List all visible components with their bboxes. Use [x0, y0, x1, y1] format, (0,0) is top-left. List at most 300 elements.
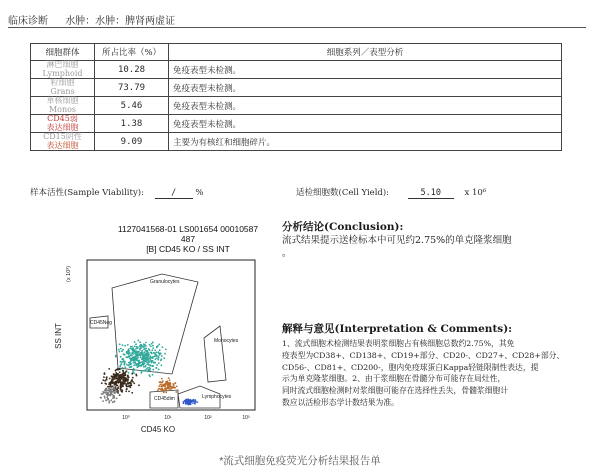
nucleated-event	[127, 375, 129, 377]
interpretation-line: 1、流式细胞术检测结果表明浆细胞占有核细胞总数约2.75%，其免	[282, 339, 515, 348]
lymphocyte-event	[185, 403, 187, 405]
population-name-cn: CD15阴性	[43, 132, 82, 141]
nucleated-event	[128, 385, 130, 387]
granulocyte-event	[131, 354, 133, 356]
granulocyte-event	[120, 348, 122, 350]
population-analysis: 免疫表型未检测。	[169, 97, 562, 115]
debris-event	[106, 388, 108, 390]
granulocyte-event	[158, 369, 160, 371]
population-name-en: Grans	[50, 86, 75, 96]
nucleated-event	[116, 374, 118, 376]
granulocyte-event	[141, 351, 143, 353]
granulocyte-event	[156, 352, 158, 354]
monocyte-event	[172, 383, 174, 385]
nucleated-event	[119, 385, 121, 387]
interpretation-line: CD56-、CD81+、CD200-，胞内免疫球蛋白Kappa轻链限制性表达，提	[282, 362, 539, 372]
granulocyte-event	[152, 356, 154, 358]
population-percent: 10.28	[95, 61, 169, 79]
granulocyte-event	[128, 355, 130, 357]
nucleated-event	[121, 390, 123, 392]
population-name	[31, 133, 95, 151]
nucleated-event	[120, 389, 122, 391]
granulocyte-event	[147, 355, 149, 357]
granulocyte-event	[161, 355, 163, 357]
nucleated-event	[106, 377, 108, 379]
debris-event	[108, 402, 110, 404]
granulocyte-event	[146, 350, 148, 352]
granulocyte-event	[148, 361, 150, 363]
nucleated-event	[122, 385, 124, 387]
table-row	[31, 115, 562, 133]
granulocyte-event	[134, 346, 136, 348]
header-divider	[8, 27, 586, 28]
nucleated-event	[105, 379, 107, 381]
granulocyte-event	[143, 349, 145, 351]
granulocyte-event	[144, 363, 146, 365]
nucleated-event	[104, 373, 106, 375]
debris-event	[105, 400, 107, 402]
diagnosis-header	[8, 12, 175, 27]
debris-event	[110, 399, 112, 401]
nucleated-event	[114, 384, 116, 386]
debris-event	[106, 390, 108, 392]
granulocyte-event	[142, 362, 144, 364]
monocyte-event	[169, 389, 171, 391]
nucleated-event	[131, 379, 133, 381]
nucleated-event	[124, 376, 126, 378]
population-name-cn: CD45弱	[47, 114, 78, 123]
table-row	[31, 97, 562, 115]
population-analysis: 免疫表型未检测。	[169, 79, 562, 97]
nucleated-event	[126, 386, 128, 388]
granulocyte-event	[164, 353, 166, 355]
granulocyte-event	[127, 351, 129, 353]
granulocyte-event	[150, 365, 152, 367]
monocyte-event	[157, 389, 159, 391]
granulocyte-event	[150, 359, 152, 361]
figure-caption: *流式细胞免疫荧光分析结果报告单	[219, 455, 381, 467]
granulocyte-event	[119, 351, 121, 353]
granulocyte-event	[133, 364, 135, 366]
granulocyte-event	[151, 361, 153, 363]
granulocyte-event	[137, 357, 139, 359]
monocyte-event	[165, 383, 167, 385]
debris-event	[110, 392, 112, 394]
granulocyte-event	[152, 347, 154, 349]
granulocyte-event	[137, 340, 139, 342]
nucleated-event	[121, 378, 123, 380]
nucleated-event	[131, 373, 133, 375]
lymphocyte-event	[183, 402, 185, 404]
population-name-en: Lymphoid	[42, 68, 83, 78]
nucleated-event	[131, 392, 133, 394]
granulocyte-event	[157, 345, 159, 347]
nucleated-event	[132, 377, 134, 379]
nucleated-event	[124, 383, 126, 385]
nucleated-event	[121, 383, 123, 385]
monocyte-event	[165, 389, 167, 391]
nucleated-event	[108, 368, 110, 370]
nucleated-event	[119, 374, 121, 376]
monocyte-event	[170, 383, 172, 385]
granulocyte-event	[143, 352, 145, 354]
plot-id-line2: 487	[180, 234, 196, 244]
granulocyte-event	[140, 357, 142, 359]
granulocyte-event	[145, 365, 147, 367]
granulocyte-event	[122, 349, 124, 351]
granulocyte-event	[142, 364, 144, 366]
gate-label-monocytes: Monocytes	[214, 338, 239, 344]
nucleated-event	[126, 383, 128, 385]
debris-event	[104, 389, 106, 391]
nucleated-event	[123, 380, 125, 382]
nucleated-event	[130, 382, 132, 384]
debris-event	[107, 394, 109, 396]
nucleated-event	[122, 370, 124, 372]
granulocyte-event	[148, 364, 150, 366]
granulocyte-event	[122, 367, 124, 369]
granulocyte-event	[155, 358, 157, 360]
y-axis-label: SS INT	[54, 323, 63, 349]
granulocyte-event	[154, 362, 156, 364]
debris-event	[110, 387, 112, 389]
granulocyte-event	[138, 360, 140, 362]
monocyte-event	[169, 379, 171, 381]
granulocyte-event	[119, 366, 121, 368]
granulocyte-event	[135, 343, 137, 345]
monocyte-event	[161, 378, 163, 380]
granulocyte-event	[157, 356, 159, 358]
interpretation-section	[282, 321, 582, 409]
nucleated-event	[117, 377, 119, 379]
monocyte-event	[162, 380, 164, 382]
table-header-row	[31, 44, 562, 61]
nucleated-event	[102, 379, 104, 381]
monocyte-event	[170, 385, 172, 387]
x-tick: 10²	[204, 415, 212, 421]
granulocyte-event	[156, 364, 158, 366]
conclusion-title: 分析结论(Conclusion):	[282, 221, 404, 233]
nucleated-event	[124, 372, 126, 374]
nucleated-event	[122, 376, 124, 378]
debris-event	[100, 397, 102, 399]
debris-event	[104, 396, 106, 398]
nucleated-event	[111, 382, 113, 384]
lymphocyte-event	[186, 399, 188, 401]
debris-event	[114, 400, 116, 402]
nucleated-event	[101, 382, 103, 384]
column-header-analysis: 细胞系列／表型分析	[169, 44, 562, 61]
granulocyte-event	[149, 369, 151, 371]
granulocyte-event	[123, 359, 125, 361]
nucleated-event	[127, 381, 129, 383]
granulocyte-event	[133, 356, 135, 358]
viability-label: 样本活性(Sample Viability):	[30, 188, 144, 198]
granulocyte-event	[130, 361, 132, 363]
granulocyte-event	[134, 361, 136, 363]
granulocyte-event	[149, 344, 151, 346]
monocyte-event	[171, 386, 173, 388]
flow-cytometry-plot	[50, 256, 265, 436]
granulocyte-event	[131, 351, 133, 353]
monocyte-event	[176, 386, 178, 388]
lymphocyte-event	[192, 402, 194, 404]
debris-event	[116, 398, 118, 400]
granulocyte-event	[133, 372, 135, 374]
granulocyte-event	[133, 349, 135, 351]
granulocyte-event	[139, 362, 141, 364]
granulocyte-event	[158, 362, 160, 364]
granulocyte-event	[135, 348, 137, 350]
nucleated-event	[126, 388, 128, 390]
granulocyte-event	[147, 367, 149, 369]
debris-event	[108, 390, 110, 392]
granulocyte-event	[128, 372, 130, 374]
nucleated-event	[109, 378, 111, 380]
y-axis-unit: (x 10³)	[66, 266, 72, 282]
granulocyte-event	[156, 355, 158, 357]
nucleated-event	[111, 375, 113, 377]
granulocyte-event	[124, 361, 126, 363]
granulocyte-event	[163, 357, 165, 359]
nucleated-event	[136, 375, 138, 377]
nucleated-event	[115, 376, 117, 378]
granulocyte-event	[143, 357, 145, 359]
granulocyte-event	[160, 353, 162, 355]
gate-label-lymphocytes: Lymphocytes	[202, 394, 232, 400]
monocyte-event	[160, 384, 162, 386]
cell-yield-unit: x 10⁶	[464, 188, 487, 198]
granulocyte-event	[148, 348, 150, 350]
nucleated-event	[113, 373, 115, 375]
debris-event	[107, 398, 109, 400]
monocyte-event	[171, 388, 173, 390]
granulocyte-event	[134, 341, 136, 343]
column-header-population: 细胞群体	[31, 44, 95, 61]
granulocyte-event	[152, 365, 154, 367]
nucleated-event	[127, 379, 129, 381]
plot-title: [B] CD45 KO / SS INT	[146, 244, 230, 254]
granulocyte-event	[151, 352, 153, 354]
lymphocyte-event	[195, 399, 197, 401]
granulocyte-event	[133, 353, 135, 355]
granulocyte-event	[136, 359, 138, 361]
interpretation-title: 解释与意见(Interpretation & Comments):	[282, 323, 513, 335]
granulocyte-event	[139, 355, 141, 357]
nucleated-event	[111, 379, 113, 381]
granulocyte-event	[139, 349, 141, 351]
nucleated-event	[118, 382, 120, 384]
monocyte-event	[165, 388, 167, 390]
debris-event	[114, 392, 116, 394]
population-name-cn: 淋巴细胞	[46, 60, 79, 69]
granulocyte-event	[154, 350, 156, 352]
population-name-cn: 粒细胞	[50, 78, 75, 87]
granulocyte-event	[143, 366, 145, 368]
granulocyte-event	[124, 345, 126, 347]
population-name-en: 表达细胞	[46, 122, 79, 132]
granulocyte-event	[140, 353, 142, 355]
granulocyte-event	[154, 352, 156, 354]
granulocyte-event	[147, 358, 149, 360]
granulocyte-event	[120, 363, 122, 365]
population-analysis: 免疫表型未检测。	[169, 115, 562, 133]
granulocyte-event	[165, 349, 167, 351]
cell-population-table	[30, 43, 562, 151]
x-tick: 10⁰	[122, 415, 130, 421]
nucleated-event	[125, 390, 127, 392]
granulocyte-event	[152, 345, 154, 347]
viability-unit: %	[195, 188, 204, 198]
table-row	[31, 133, 562, 151]
granulocyte-event	[160, 360, 162, 362]
population-name-en: 表达细胞	[46, 140, 79, 150]
monocyte-event	[161, 388, 163, 390]
nucleated-event	[125, 374, 127, 376]
granulocyte-event	[151, 349, 153, 351]
granulocyte-event	[156, 347, 158, 349]
granulocyte-event	[143, 345, 145, 347]
granulocyte-event	[115, 356, 117, 358]
granulocyte-event	[131, 359, 133, 361]
x-axis-label: CD45 KO	[140, 425, 176, 434]
monocyte-event	[175, 382, 177, 384]
population-analysis: 主要为有核红和细胞碎片。	[169, 133, 562, 151]
granulocyte-event	[142, 354, 144, 356]
granulocyte-event	[135, 354, 137, 356]
monocyte-event	[167, 380, 169, 382]
population-analysis: 免疫表型未检测。	[169, 61, 562, 79]
granulocyte-event	[147, 362, 149, 364]
nucleated-event	[119, 394, 121, 396]
granulocyte-event	[122, 344, 124, 346]
lymphocyte-event	[185, 401, 187, 403]
debris-event	[109, 400, 111, 402]
granulocyte-event	[156, 371, 158, 373]
cell-yield-field	[296, 186, 486, 199]
debris-event	[111, 389, 113, 391]
nucleated-event	[118, 368, 120, 370]
debris-event	[112, 397, 114, 399]
monocyte-event	[159, 381, 161, 383]
table-row	[31, 61, 562, 79]
monocyte-event	[165, 392, 167, 394]
monocyte-event	[168, 377, 170, 379]
monocyte-event	[167, 387, 169, 389]
plot-sample-id	[82, 224, 294, 254]
viability-field	[30, 186, 203, 199]
granulocyte-event	[158, 344, 160, 346]
nucleated-event	[109, 382, 111, 384]
nucleated-event	[119, 371, 121, 373]
granulocyte-event	[129, 352, 131, 354]
nucleated-event	[115, 369, 117, 371]
granulocyte-event	[144, 360, 146, 362]
granulocyte-event	[138, 352, 140, 354]
granulocyte-event	[139, 341, 141, 343]
debris-event	[114, 389, 116, 391]
nucleated-event	[126, 370, 128, 372]
granulocyte-event	[124, 354, 126, 356]
lymphocyte-event	[189, 400, 191, 402]
lymphocyte-event	[196, 401, 198, 403]
gate-label-granulocytes: Granulocytes	[150, 279, 180, 285]
monocyte-event	[158, 385, 160, 387]
nucleated-event	[128, 391, 130, 393]
debris-event	[113, 395, 115, 397]
granulocyte-event	[124, 366, 126, 368]
debris-event	[107, 392, 109, 394]
lymphocyte-event	[192, 400, 194, 402]
granulocyte-event	[142, 358, 144, 360]
nucleated-event	[138, 384, 140, 386]
granulocyte-event	[162, 346, 164, 348]
granulocyte-event	[140, 372, 142, 374]
granulocyte-event	[152, 374, 154, 376]
granulocyte-event	[157, 359, 159, 361]
nucleated-event	[133, 382, 135, 384]
population-name-en: Monos	[48, 104, 77, 114]
monocyte-event	[168, 382, 170, 384]
granulocyte-event	[130, 363, 132, 365]
granulocyte-event	[136, 351, 138, 353]
nucleated-event	[108, 384, 110, 386]
granulocyte-event	[145, 348, 147, 350]
population-percent: 73.79	[95, 79, 169, 97]
granulocyte-event	[121, 350, 123, 352]
granulocyte-event	[145, 342, 147, 344]
granulocyte-event	[119, 343, 121, 345]
granulocyte-event	[120, 356, 122, 358]
viability-value: /	[155, 188, 193, 199]
debris-event	[102, 400, 104, 402]
granulocyte-event	[120, 361, 122, 363]
interpretation-line: 示为单克隆浆细胞。2、由于浆细胞在骨髓分布可能存在局灶性，	[282, 374, 506, 384]
population-name-cn: 单核细胞	[46, 96, 79, 105]
population-name	[31, 97, 95, 115]
granulocyte-event	[127, 344, 129, 346]
granulocyte-event	[124, 363, 126, 365]
monocyte-event	[175, 391, 177, 393]
lymphocyte-event	[188, 404, 190, 406]
granulocyte-event	[146, 370, 148, 372]
debris-event	[108, 388, 110, 390]
granulocyte-event	[150, 345, 152, 347]
nucleated-event	[114, 382, 116, 384]
granulocyte-event	[156, 357, 158, 359]
conclusion-line: 。	[282, 248, 292, 259]
nucleated-event	[103, 376, 105, 378]
diagnosis-label: 临床诊断	[8, 16, 48, 27]
population-percent: 1.38	[95, 115, 169, 133]
granulocyte-event	[118, 349, 120, 351]
debris-event	[114, 387, 116, 389]
cell-yield-label: 适检细胞数(Cell Yield):	[296, 188, 390, 198]
conclusion-line: 流式结果提示送检标本中可见约2.75%的单克隆浆细胞	[282, 235, 512, 246]
monocyte-event	[160, 389, 162, 391]
population-percent: 5.46	[95, 97, 169, 115]
granulocyte-event	[161, 364, 163, 366]
granulocyte-event	[141, 345, 143, 347]
granulocyte-event	[156, 367, 158, 369]
table-row	[31, 79, 562, 97]
debris-event	[105, 392, 107, 394]
granulocyte-event	[159, 349, 161, 351]
granulocyte-event	[145, 357, 147, 359]
granulocyte-event	[131, 346, 133, 348]
granulocyte-event	[143, 370, 145, 372]
interpretation-line: 数应以活检形态学计数结果为准。	[282, 397, 399, 407]
